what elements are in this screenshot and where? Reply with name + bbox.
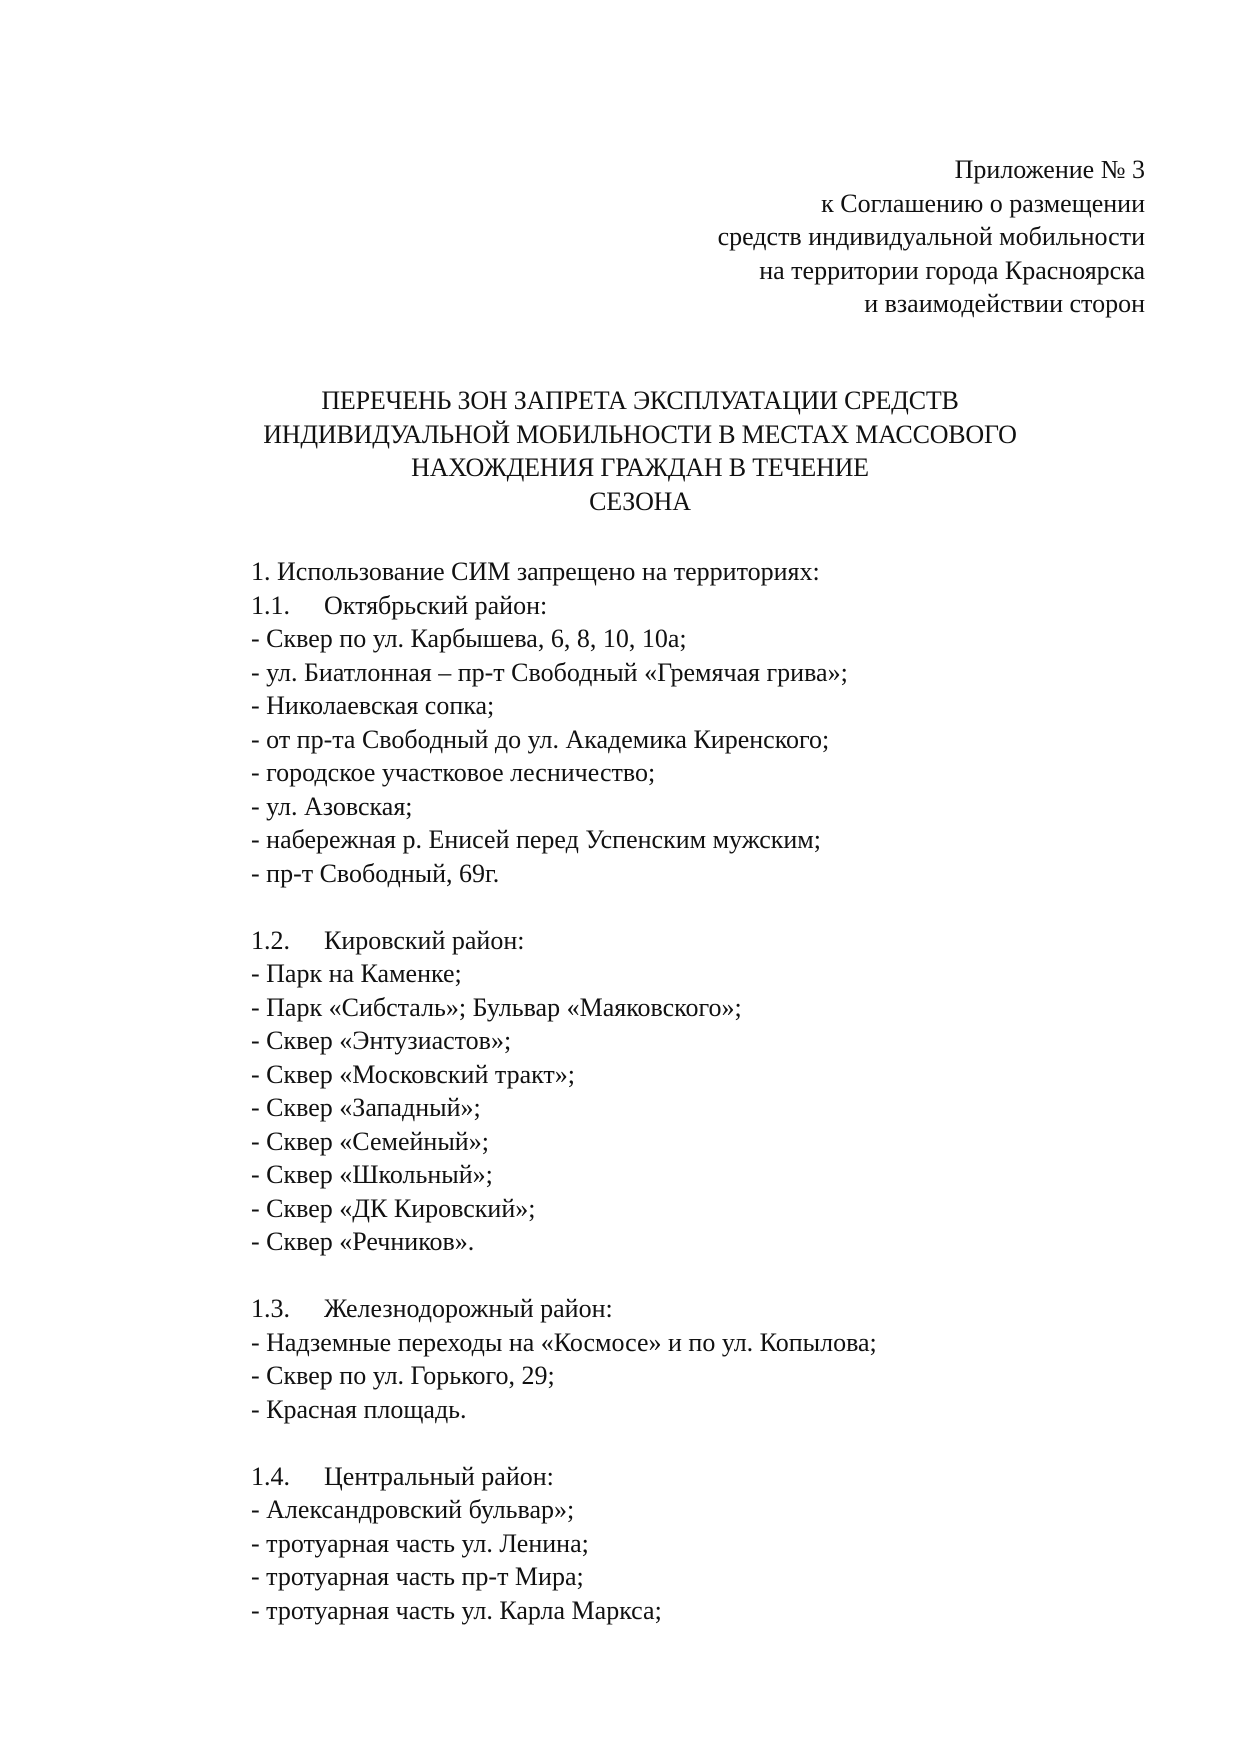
section-number: 1.4. — [251, 1461, 290, 1491]
list-item: - Надземные переходы на «Космосе» и по ул. Копылова; — [251, 1327, 877, 1357]
list-item: - Александровский бульвар»; — [251, 1495, 575, 1524]
annex-header — [445, 153, 1145, 321]
document-title — [200, 384, 1080, 518]
section-heading — [251, 589, 1151, 623]
section-heading — [251, 1460, 1151, 1494]
section-title: Железнодорожный район: — [324, 1294, 613, 1323]
list-item: - Николаевская сопка; — [251, 691, 495, 720]
annex-line: средств индивидуальной мобильности — [717, 222, 1145, 251]
section-zheleznodorozhny — [251, 1292, 1151, 1426]
list-item: - Красная площадь. — [251, 1394, 467, 1424]
list-item: - Сквер по ул. Горького, 29; — [251, 1361, 555, 1390]
document-body — [251, 555, 1151, 1627]
list-item: - Парк «Сибсталь»; Бульвар «Маяковского»; — [251, 992, 742, 1022]
section-title: Центральный район: — [324, 1461, 554, 1491]
section-heading — [251, 924, 1151, 958]
list-item: - Сквер «Западный»; — [251, 1093, 481, 1122]
annex-line: и взаимодействии сторон — [864, 289, 1145, 318]
list-item: - от пр-та Свободный до ул. Академика Киренского; — [251, 724, 830, 754]
list-item: - Сквер по ул. Карбышева, 6, 8, 10, 10а; — [251, 624, 687, 653]
annex-line: Приложение № 3 — [954, 155, 1145, 184]
list-item: - Сквер «Речников». — [251, 1227, 475, 1256]
list-item: - Сквер «Семейный»; — [251, 1126, 489, 1156]
list-item: - пр-т Свободный, 69г. — [251, 858, 500, 888]
title-line: СЕЗОНА — [589, 486, 691, 516]
list-item: - Сквер «Московский тракт»; — [251, 1059, 575, 1089]
section-number: 1.1. — [251, 590, 290, 620]
list-item: - набережная р. Енисей перед Успенским мужским; — [251, 825, 821, 854]
list-item: - Сквер «ДК Кировский»; — [251, 1193, 536, 1223]
title-line: ИНДИВИДУАЛЬНОЙ МОБИЛЬНОСТИ В МЕСТАХ МАССОВОГО — [263, 419, 1017, 449]
annex-line: на территории города Красноярска — [759, 255, 1145, 285]
annex-line: к Соглашению о размещении — [821, 188, 1145, 218]
list-item: - тротуарная часть пр-т Мира; — [251, 1562, 584, 1591]
section-title: Кировский район: — [324, 925, 525, 955]
title-line: ПЕРЕЧЕНЬ ЗОН ЗАПРЕТА ЭКСПЛУАТАЦИИ СРЕДСТВ — [321, 386, 959, 415]
list-item: - ул. Биатлонная – пр-т Свободный «Гремячая грива»; — [251, 657, 848, 687]
list-item: - городское участковое лесничество; — [251, 758, 656, 787]
section-kirovsky — [251, 924, 1151, 1259]
list-item: - тротуарная часть ул. Ленина; — [251, 1528, 589, 1558]
section-number: 1.2. — [251, 925, 290, 955]
list-item: - Парк на Каменке; — [251, 959, 462, 988]
section-title: Октябрьский район: — [324, 590, 548, 620]
section-tsentralny — [251, 1460, 1151, 1628]
list-item: - тротуарная часть ул. Карла Маркса; — [251, 1595, 662, 1625]
list-item: - Сквер «Школьный»; — [251, 1160, 493, 1189]
section-number: 1.3. — [251, 1294, 290, 1323]
section-oktyabrsky — [251, 589, 1151, 891]
title-line: НАХОЖДЕНИЯ ГРАЖДАН В ТЕЧЕНИЕ — [411, 453, 869, 482]
section-heading — [251, 1292, 1151, 1326]
list-item: - ул. Азовская; — [251, 791, 413, 821]
list-item: - Сквер «Энтузиастов»; — [251, 1026, 512, 1055]
intro-paragraph: 1. Использование СИМ запрещено на территориях: — [251, 557, 820, 586]
